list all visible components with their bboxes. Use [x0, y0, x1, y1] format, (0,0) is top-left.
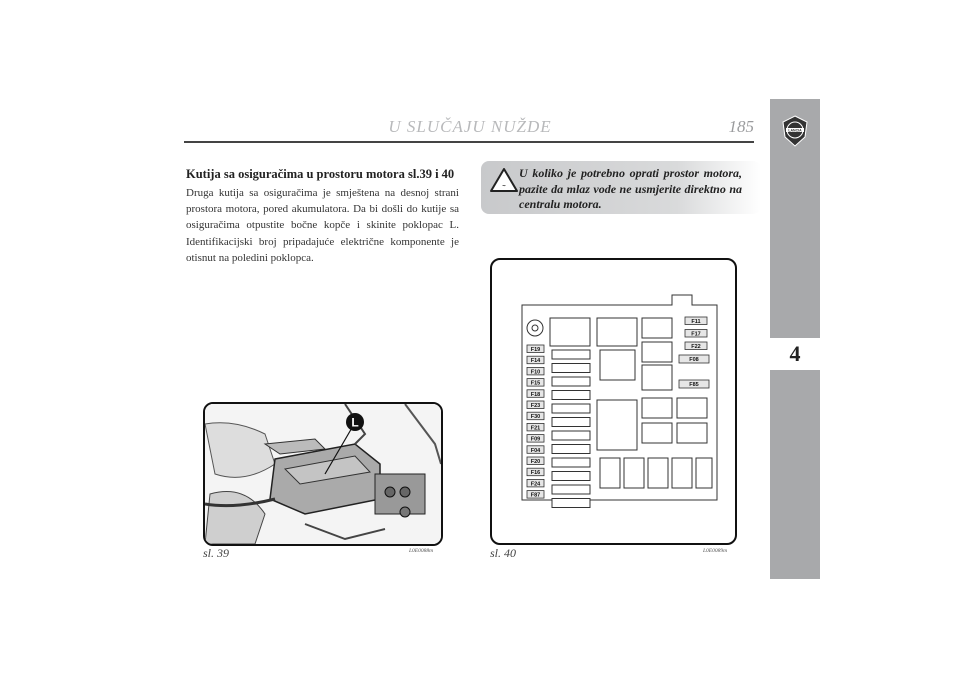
maxi-fuse-slot — [552, 350, 590, 359]
fuse-label: F19 — [530, 346, 541, 353]
fuse-label: F11 — [691, 318, 701, 325]
fuse-label: F85 — [689, 382, 699, 389]
fuse-label: F18 — [530, 391, 541, 398]
fuse-label: F09 — [530, 436, 541, 443]
maxi-fuse-slot — [552, 472, 590, 481]
fuse-label: F24 — [530, 481, 541, 488]
maxi-fuse-slot — [552, 418, 590, 427]
maxi-fuse-slot — [552, 364, 590, 373]
fuse-label: F10 — [530, 369, 541, 376]
fuse-label: F23 — [530, 402, 541, 409]
fuse-label: F30 — [530, 414, 541, 421]
fuse-label: F21 — [530, 425, 541, 432]
fuse-label: F14 — [530, 358, 541, 365]
maxi-fuse-slot — [552, 404, 590, 413]
page-number: 185 — [728, 117, 754, 136]
section-heading: Kutija sa osiguračima u prostoru motora sl.39 i 40 — [186, 167, 455, 181]
figure-40-fuse-box — [490, 258, 737, 545]
svg-text:~: ~ — [502, 184, 506, 190]
fuse-box-diagram — [492, 260, 735, 543]
fuse-label: F20 — [530, 458, 541, 465]
figure-39-code: L0E0088m — [409, 548, 434, 554]
maxi-fuse-slot — [552, 431, 590, 440]
figure-40-label: sl. 40 — [490, 546, 517, 560]
figure-39-label: sl. 39 — [203, 546, 230, 560]
maxi-fuse-slot — [552, 485, 590, 494]
page-title: U SLUČAJU NUŽDE — [388, 117, 552, 136]
figure-39-engine-photo — [203, 402, 443, 546]
chapter-number: 4 — [770, 338, 820, 370]
fuse-label: F08 — [689, 357, 699, 364]
fuse-label: F87 — [530, 492, 541, 499]
fuse-label: F15 — [530, 380, 541, 387]
engine-compartment-illustration — [205, 404, 441, 544]
figure-40-code: L0E0089m — [703, 548, 728, 554]
fuse-label: F04 — [530, 447, 541, 454]
warning-text: U koliko je potrebno oprati prostor motora, pazite da mlaz vode ne usmjerite direktno na centralu motora. — [519, 166, 742, 211]
fuse-label: F16 — [530, 470, 541, 477]
section-body: Druga kutija sa osiguračima je smještena na desnoj strani prostora motora, pored akumulatora. Da bi došli do kutije sa osiguračima otpustite bočne kopče i skinite poklopac L. Identifikacijski broj pripadajuće električne komponente je otisnut na poledini poklopca. — [186, 187, 459, 264]
maxi-fuse-slot — [552, 445, 590, 454]
warning-triangle-icon — [489, 167, 519, 193]
maxi-fuse-slot — [552, 499, 590, 508]
header-rule — [184, 141, 754, 143]
cover-callout-label: L — [351, 415, 359, 430]
svg-text:LANCIA: LANCIA — [788, 128, 802, 133]
maxi-fuse-slot — [552, 458, 590, 467]
fuse-label: F17 — [691, 331, 701, 338]
lancia-logo-icon — [781, 115, 809, 147]
fuse-label: F22 — [691, 343, 701, 350]
maxi-fuse-slot — [552, 391, 590, 400]
maxi-fuse-slot — [552, 377, 590, 386]
